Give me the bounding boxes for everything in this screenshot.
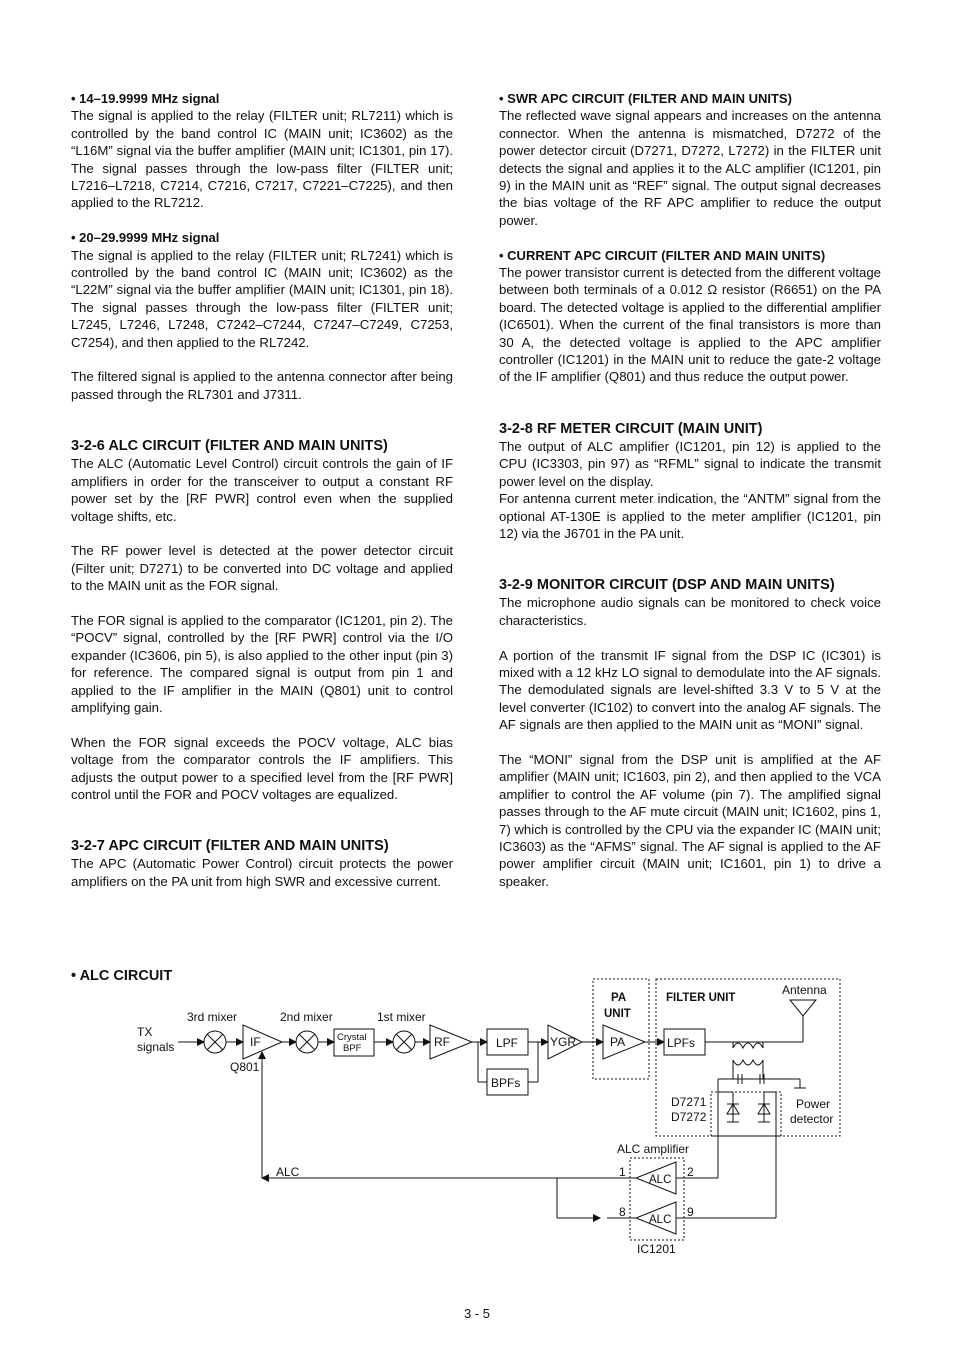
bpfs-label: BPFs [491, 1076, 521, 1090]
paragraph: The RF power level is detected at the power detector circuit (Filter unit; D7271) to be converted into DC voltage and applied to the MAIN unit as the FOR signal. [71, 543, 453, 594]
coil-icon [733, 1043, 763, 1065]
if-label: IF [250, 1035, 261, 1049]
tx-label: TX [137, 1025, 153, 1039]
alc-amp-text: ALC [649, 1174, 672, 1186]
crystal-label: Crystal [337, 1032, 367, 1043]
power-detector-label: Power [796, 1097, 831, 1111]
section-heading: 3-2-6 ALC CIRCUIT (FILTER AND MAIN UNITS) [71, 438, 388, 455]
rf-label: RF [434, 1035, 450, 1049]
section-heading: 3-2-7 APC CIRCUIT (FILTER AND MAIN UNITS) [71, 838, 389, 855]
alc-line-label: ALC [276, 1165, 300, 1179]
subheading: • SWR APC CIRCUIT (FILTER AND MAIN UNITS) [499, 91, 792, 106]
subheading: • CURRENT APC CIRCUIT (FILTER AND MAIN UNITS) [499, 247, 826, 263]
pin-label: 8 [619, 1205, 626, 1219]
antenna-icon [790, 1000, 816, 1016]
pa-unit-label: PA [611, 992, 627, 1004]
lpfs-label: LPFs [667, 1036, 696, 1050]
tx-label: signals [137, 1040, 175, 1054]
subheading: • 20–29.9999 MHz signal [71, 230, 220, 246]
mixer-label: 2nd mixer [280, 1010, 333, 1024]
section-heading: 3-2-8 RF METER CIRCUIT (MAIN UNIT) [499, 420, 763, 437]
paragraph: The power transistor current is detected from the different voltage between both terminals of a 0.012 Ω resistor (R6651) on the PA board. The detected voltage is applied to the differential amplifier (IC6501). When the current of the final transistors is more than 30 A, the detected voltage is applied to the APC amplifier controller (IC1201) in the MAIN unit to reduce the gate-2 voltage of the IF amplifier (Q801) and thus reduce the output power. [499, 265, 881, 385]
paragraph: A portion of the transmit IF signal from the DSP IC (IC301) is mixed with a 12 kHz LO signal to demodulate into the AF signals. The demodulated signals are level-shifted 3.3 V to 5 V at the level converter (IC102) to convert into the analog AF signals. The AF signals are then applied to the MAIN unit as “MONI” signal. [499, 647, 881, 733]
paragraph: The signal is applied to the relay (FILTER unit; RL7211) which is controlled by the band control IC (MAIN unit; IC3602) as the “L16M” signal via the buffer amplifier (MAIN unit; IC1301, pin 17). The signal passes through the low-pass filter (FILTER unit; L7216–L7218, C7214, C7216, C7217, C7221–C7225), and then applied to the RL7212. [71, 108, 453, 211]
mixer-label: 3rd mixer [187, 1010, 238, 1024]
paragraph: The reflected wave signal appears and increases on the antenna connector. When the antenna is mismatched, D7272 of the power detector circuit (D7271, D7272, L7272) in the FILTER unit detects the signal and applies it to the ALC amplifier (IC1201, pin 9) in the MAIN unit as “REF” signal. The output signal decreases the bias voltage of the RF APC amplifier to reduce the output power. [499, 108, 881, 228]
q801-label: Q801 [230, 1060, 260, 1074]
crystal-label: BPF [343, 1043, 362, 1054]
ic1201-label: IC1201 [637, 1242, 676, 1256]
diode-label: D7271 [671, 1095, 707, 1109]
pin-label: 1 [619, 1165, 626, 1179]
mixer-1-icon [393, 1031, 415, 1053]
pin-label: 9 [687, 1205, 694, 1219]
figure-title: • ALC CIRCUIT [71, 968, 173, 984]
paragraph: For antenna current meter indication, the “ANTM” signal from the optional AT-130E is applied to the meter amplifier (IC1201, pin 12) via the J6701 in the PA unit. [499, 491, 881, 541]
paragraph: The output of ALC amplifier (IC1201, pin 12) is applied to the CPU (IC3303, pin 97) as “RFML” signal to indicate the transmit power level on the display. [499, 438, 881, 489]
diode-label: D7272 [671, 1110, 707, 1124]
section-heading: 3-2-9 MONITOR CIRCUIT (DSP AND MAIN UNITS) [499, 577, 835, 594]
subheading: • 14–19.9999 MHz signal [71, 91, 220, 106]
antenna-label: Antenna [782, 983, 827, 997]
paragraph: The APC (Automatic Power Control) circuit protects the power amplifiers on the PA unit from high SWR and excessive current. [71, 856, 453, 889]
mixer-label: 1st mixer [377, 1010, 426, 1024]
paragraph: The signal is applied to the relay (FILTER unit; RL7241) which is controlled by the band control IC (MAIN unit; IC3602) as the “L22M” signal via the buffer amplifier (MAIN unit; IC1301, pin 18). The signal passes through the low-pass filter (FILTER unit; L7245, L7246, L7248, C7242–C7244, C7247–C7249, C7253, C7254), and then applied to the RL7242. [71, 247, 453, 350]
mixer-2-icon [296, 1031, 318, 1053]
alc-amplifier-label: ALC amplifier [617, 1142, 690, 1156]
paragraph: The microphone audio signals can be monitored to check voice characteristics. [499, 595, 881, 628]
power-detector-label: detector [790, 1112, 834, 1126]
page-number: 3 - 5 [463, 1306, 490, 1321]
pa-unit-label: UNIT [604, 1008, 631, 1020]
pin-label: 2 [687, 1165, 694, 1179]
alc-amp-text: ALC [649, 1214, 672, 1226]
paragraph: When the FOR signal exceeds the POCV voltage, ALC bias voltage from the comparator controls the IF amplifiers. This adjusts the output power to a specified level from the [RF PWR] control until the FOR and POCV voltages are equalized. [71, 734, 453, 802]
paragraph: The “MONI” signal from the DSP unit is amplified at the AF amplifier (MAIN unit; IC1603, pin 2), and then applied to the VCA amplifier to control the AF volume (pin 7). The amplified signal passes through to the AF mute circuit (MAIN unit; IC1602, pins 1, 7) which is controlled by the CPU via the expander IC (MAIN unit; IC3603) as the “AFMS” signal. The AF signal is applied to the AF power amplifier circuit (MAIN unit; IC1601, pin 1) to drive a speaker. [499, 751, 881, 889]
ygr-label: YGR [550, 1035, 577, 1049]
mixer-3-icon [204, 1031, 226, 1053]
paragraph: The ALC (Automatic Level Control) circuit controls the gain of IF amplifiers in order for the transceiver to output a constant RF power set by the [RF PWR] control even when the supplied voltage shifts, etc. [71, 456, 453, 524]
pa-label: PA [610, 1035, 626, 1049]
filter-unit-label: FILTER UNIT [666, 992, 736, 1004]
lpf-label: LPF [496, 1036, 519, 1050]
paragraph: The FOR signal is applied to the comparator (IC1201, pin 2). The “POCV” signal, controlled by the [RF PWR] control via the I/O expander (IC3606, pin 5), is also applied to the other input (pin 3) for reference. The compared signal is output from pin 1 and applied to the IF amplifier in the MAIN (Q801) unit to control amplifying gain. [71, 612, 453, 715]
paragraph: The filtered signal is applied to the antenna connector after being passed through the RL7301 and J7311. [71, 369, 453, 402]
